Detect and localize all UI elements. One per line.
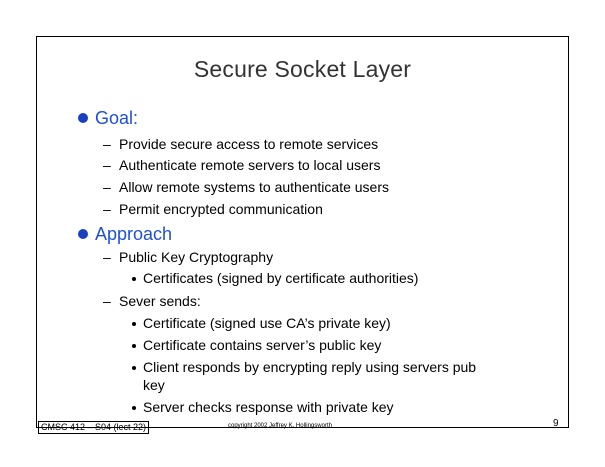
approach-item-1: Public Key Cryptography [119,249,274,265]
approach-subitem-3: Certificate contains server’s public key [143,337,382,353]
goal-item-3: Allow remote systems to authenticate users [119,179,390,195]
goal-item-4: Permit encrypted communication [119,201,323,217]
approach-subitem-5: Server checks response with private key [143,399,394,415]
footer-course: CMSC 412 – S04 (lect 22) [38,421,149,434]
approach-subitem-4-cont: key [143,377,165,393]
goal-item-2: Authenticate remote servers to local users [119,157,381,173]
page-number: 9 [553,418,559,429]
dash: – [103,157,111,173]
bullet-dot-goal [78,113,88,123]
bullet-dot-approach [78,229,88,239]
approach-subitem-4: Client responds by encrypting reply using servers pub [143,359,477,375]
sub-bullet [132,344,136,348]
slide-title: Secure Socket Layer [193,56,412,82]
heading-approach: Approach [95,224,173,244]
goal-item-1: Provide secure access to remote services [119,136,379,152]
dash: – [103,136,111,152]
sub-bullet [132,322,136,326]
dash: – [103,179,111,195]
sub-bullet [132,406,136,410]
approach-item-2: Sever sends: [119,293,201,309]
footer-copyright: copyright 2002 Jeffrey K. Hollingsworth [228,423,332,429]
dash: – [103,201,111,217]
approach-subitem-2: Certificate (signed use CA’s private key) [143,315,391,331]
sub-bullet [132,277,136,281]
dash: – [103,249,111,265]
dash: – [103,293,111,309]
approach-subitem-1: Certificates (signed by certificate authorities) [143,270,419,286]
sub-bullet [132,366,136,370]
heading-goal: Goal: [95,108,139,128]
